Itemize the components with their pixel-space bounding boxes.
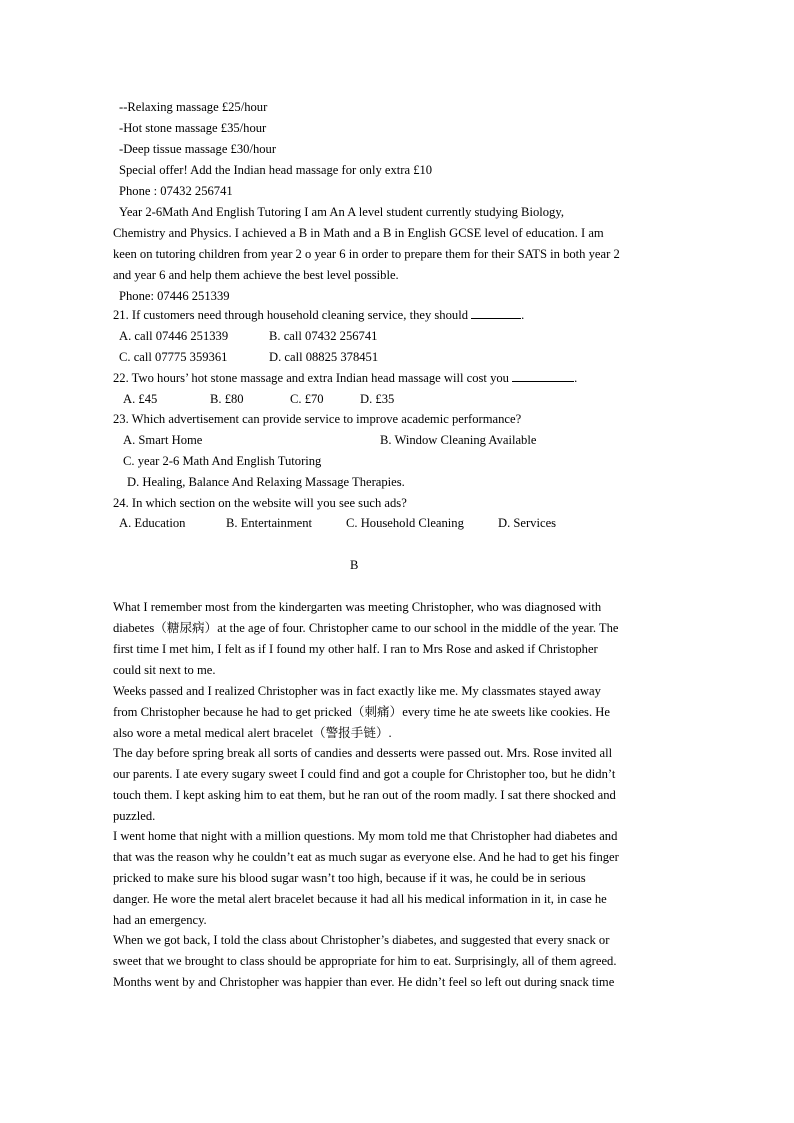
q21-option-a: A. call 07446 251339 [119,329,229,343]
ad-hot-stone-massage: -Hot stone massage £35/hour [119,121,267,135]
ad-special-offer: Special offer! Add the Indian head massage for only extra £10 [119,163,433,177]
passage-line: touch them. I kept asking him to eat them, but he ran out of the room madly. I sat there shocked and [113,788,616,802]
question-22 [113,368,683,389]
passage-line: our parents. I ate every sugary sweet I could find and got a couple for Christopher too, but he didn’t [113,767,616,781]
passage-line: had an emergency. [113,913,207,927]
q23-option-d: D. Healing, Balance And Relaxing Massage Therapies. [127,475,405,489]
question-21-end: . [521,308,525,322]
passage-line: could sit next to me. [113,663,216,677]
ad-tutor-line-1: Year 2-6Math And English Tutoring I am An A level student currently studying Biology, [119,205,564,219]
passage-line: When we got back, I told the class about Christopher’s diabetes, and suggested that every snack or [113,933,610,947]
answer-blank [512,369,574,382]
q23-option-c: C. year 2-6 Math And English Tutoring [123,454,322,468]
passage-line: I went home that night with a million questions. My mom told me that Christopher had diabetes and [113,829,618,843]
passage-line: puzzled. [113,809,156,823]
ad-tutor-line-3: keen on tutoring children from year 2 o year 6 in order to prepare them for their SATS in both year 2 [113,247,620,261]
passage-line: pricked to make sure his blood sugar wasn’t too high, because if it was, he could be in serious [113,871,586,885]
q24-option-a: A. Education [119,516,186,530]
q22-option-d: D. £35 [360,392,395,406]
passage-line: sweet that we brought to class should be appropriate for him to eat. Surprisingly, all of them agreed. [113,954,617,968]
passage-line: also wore a metal medical alert bracelet（警报手链）. [113,726,392,740]
q22-option-b: B. £80 [210,392,244,406]
passage-line: Weeks passed and I realized Christopher was in fact exactly like me. My classmates stayed away [113,684,601,698]
passage-line: danger. He wore the metal alert bracelet because it had all his medical information in it, in case he [113,892,607,906]
passage-line: diabetes（糖尿病）at the age of four. Christopher came to our school in the middle of the year. The [113,621,619,635]
section-b-heading: B [350,558,359,572]
ad-tutor-phone: Phone: 07446 251339 [119,289,230,303]
ad-tutor-line-2: Chemistry and Physics. I achieved a B in Math and a B in English GCSE level of education. I am [113,226,604,240]
passage-line: The day before spring break all sorts of candies and desserts were passed out. Mrs. Rose invited all [113,746,613,760]
q24-option-d: D. Services [498,516,557,530]
question-22-end: . [574,371,578,385]
q23-option-a: A. Smart Home [123,433,203,447]
question-21-stem: 21. If customers need through household cleaning service, they should [113,308,468,322]
passage-line: from Christopher because he had to get pricked（刺痛）every time he ate sweets like cookies. He [113,705,610,719]
q24-option-b: B. Entertainment [226,516,313,530]
question-24-stem: 24. In which section on the website will you see such ads? [113,496,407,510]
question-22-stem: 22. Two hours’ hot stone massage and extra Indian head massage will cost you [113,371,509,385]
q23-option-b: B. Window Cleaning Available [380,433,537,447]
question-23-stem: 23. Which advertisement can provide service to improve academic performance? [113,412,522,426]
q21-option-c: C. call 07775 359361 [119,350,228,364]
passage-line: What I remember most from the kindergarten was meeting Christopher, who was diagnosed with [113,600,602,614]
ad-tutor-line-4: and year 6 and help them achieve the best level possible. [113,268,399,282]
q24-option-c: C. Household Cleaning [346,516,464,530]
q22-option-c: C. £70 [290,392,324,406]
passage-line: that was the reason why he couldn’t eat as much sugar as everyone else. And he had to get his finger [113,850,619,864]
q21-option-b: B. call 07432 256741 [269,329,378,343]
answer-blank [471,306,521,319]
ad-deep-tissue-massage: -Deep tissue massage £30/hour [119,142,277,156]
q22-option-a: A. £45 [123,392,158,406]
ad-relaxing-massage: --Relaxing massage £25/hour [119,100,268,114]
q21-option-d: D. call 08825 378451 [269,350,379,364]
question-21 [113,305,683,326]
ad-massage-phone: Phone : 07432 256741 [119,184,233,198]
passage-line: Months went by and Christopher was happier than ever. He didn’t feel so left out during snack time [113,975,615,989]
passage-line: first time I met him, I felt as if I found my other half. I ran to Mrs Rose and asked if Christopher [113,642,598,656]
